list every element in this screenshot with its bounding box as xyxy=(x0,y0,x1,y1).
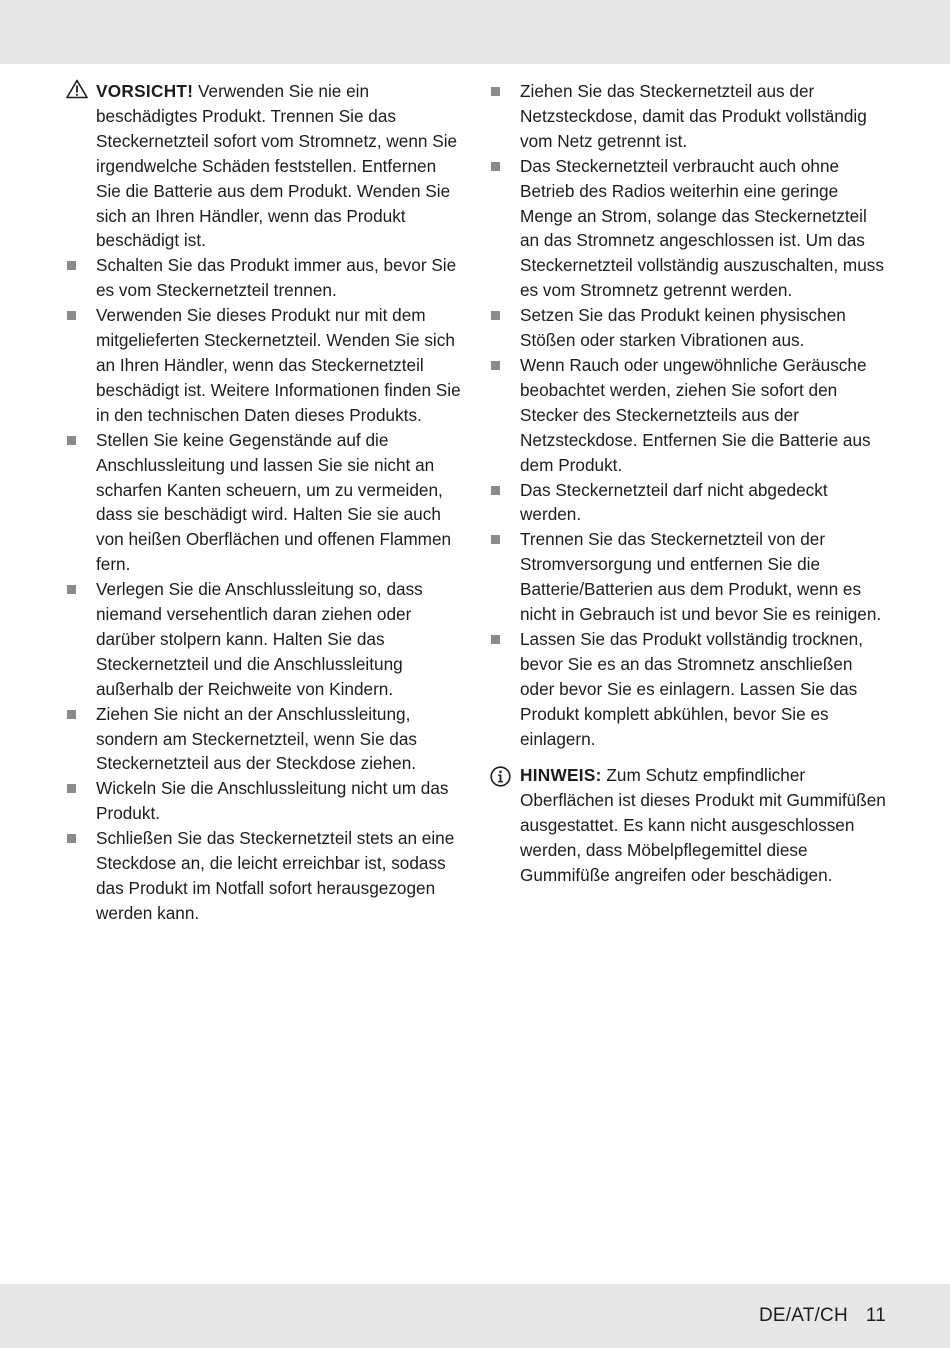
list-item-text: Ziehen Sie das Steckernetzteil aus der Netzsteckdose, damit das Produkt vollständig vom Netz getrennt ist. xyxy=(520,81,867,151)
square-bullet-icon xyxy=(491,311,500,320)
square-bullet-icon xyxy=(67,436,76,445)
list-item-text: Verlegen Sie die Anschlussleitung so, dass niemand versehentlich daran ziehen oder darüber stolpern kann. Halten Sie das Steckernetzteil und die Anschlussleitung außerhalb der Reichweite von Kindern. xyxy=(96,579,423,699)
list-item-text: Stellen Sie keine Gegenstände auf die Anschlussleitung und lassen Sie sie nicht an scharfen Kanten scheuern, um zu vermeiden, dass sie beschädigt wird. Halten Sie sie auch von heißen Oberflächen und offenen Flammen fern. xyxy=(96,429,452,575)
caution-label: VORSICHT! xyxy=(96,81,194,101)
list-item xyxy=(66,428,464,577)
square-bullet-icon xyxy=(491,162,500,171)
list-item-text: Trennen Sie das Steckernetzteil von der Stromversorgung und entfernen Sie die Batterie/Batterien aus dem Produkt, wenn es nicht in Gebrauch ist und bevor Sie es reinigen. xyxy=(520,529,882,625)
list-item-text: Ziehen Sie nicht an der Anschlussleitung, sondern am Steckernetzteil, wenn Sie das Steckernetzteil aus der Steckdose ziehen. xyxy=(96,703,418,774)
list-item xyxy=(66,826,464,926)
header-band xyxy=(0,0,950,64)
note-text: Zum Schutz empfindlicher Oberflächen ist dieses Produkt mit Gummifüßen ausgestattet. Es kann nicht ausgeschlossen werden, dass Möbelpflegemittel diese Gummifüße angreifen oder beschädigen. xyxy=(520,765,886,886)
info-icon xyxy=(490,766,511,787)
square-bullet-icon xyxy=(491,535,500,544)
list-item-text: Wenn Rauch oder ungewöhnliche Geräusche beobachtet werden, ziehen Sie sofort den Stecker des Steckernetzteils aus der Netzsteckdose. Entfernen Sie die Batterie aus dem Produkt. xyxy=(520,354,871,475)
square-bullet-icon xyxy=(67,784,76,793)
caution-text: Verwenden Sie nie ein beschädigtes Produkt. Trennen Sie das Steckernetzteil sofort vom Stromnetz, wenn Sie irgendwelche Schäden feststellen. Entfernen Sie die Batterie aus dem Produkt. Wenden Sie sich an Ihren Händler, wenn das Produkt beschädigt ist. xyxy=(96,81,458,251)
warning-triangle-icon xyxy=(66,79,88,99)
list-item-text: Verwenden Sie dieses Produkt nur mit dem mitgelieferten Steckernetzteil. Wenden Sie sich an Ihren Händler, wenn das Steckernetzteil beschädigt ist. Weitere Informationen finden Sie in den technischen Daten dieses Produkts. xyxy=(96,305,461,425)
note-block xyxy=(490,763,890,888)
square-bullet-icon xyxy=(491,635,500,644)
square-bullet-icon xyxy=(67,585,76,594)
right-column xyxy=(490,79,890,888)
square-bullet-icon xyxy=(67,710,76,719)
list-item-text: Setzen Sie das Produkt keinen physischen Stößen oder starken Vibrationen aus. xyxy=(520,305,846,351)
list-item-text: Lassen Sie das Produkt vollständig trocknen, bevor Sie es an das Stromnetz anschließen oder bevor Sie es einlagern. Lassen Sie das Produkt komplett abkühlen, bevor Sie es einlagern. xyxy=(520,628,863,749)
page-number: 11 xyxy=(865,1305,886,1326)
square-bullet-icon xyxy=(491,486,500,495)
caution-block xyxy=(66,79,464,253)
square-bullet-icon xyxy=(67,311,76,320)
list-item-text: Das Steckernetzteil darf nicht abgedeckt werden. xyxy=(520,479,828,525)
note-label: HINWEIS: xyxy=(520,765,602,786)
list-item xyxy=(490,478,890,528)
list-item xyxy=(66,303,464,428)
left-column xyxy=(66,79,464,926)
list-item xyxy=(490,303,890,353)
page-footer xyxy=(759,1305,886,1327)
list-item xyxy=(490,353,890,478)
list-item xyxy=(66,577,464,702)
square-bullet-icon xyxy=(491,87,500,96)
list-item-text: Das Steckernetzteil verbraucht auch ohne Betrieb des Radios weiterhin eine geringe Menge an Strom, solange das Steckernetzteil an das Stromnetz angeschlossen ist. Um das Steckernetzteil vollständig auszuschalten, muss es vom Stromnetz getrennt werden. xyxy=(520,155,884,301)
list-item xyxy=(66,702,464,777)
list-item xyxy=(66,776,464,826)
square-bullet-icon xyxy=(67,834,76,843)
locale-label: DE/AT/CH xyxy=(759,1305,848,1326)
list-item xyxy=(490,79,890,154)
list-item xyxy=(490,627,890,752)
list-item xyxy=(490,154,890,303)
list-item-text: Schalten Sie das Produkt immer aus, bevor Sie es vom Steckernetzteil trennen. xyxy=(96,255,457,301)
square-bullet-icon xyxy=(491,361,500,370)
square-bullet-icon xyxy=(67,261,76,270)
list-item-text: Schließen Sie das Steckernetzteil stets an eine Steckdose an, die leicht erreichbar ist, sodass das Produkt im Notfall sofort herausgezogen werden kann. xyxy=(96,828,455,923)
list-item xyxy=(66,253,464,303)
list-item-text: Wickeln Sie die Anschlussleitung nicht um das Produkt. xyxy=(96,778,449,824)
list-item xyxy=(490,527,890,627)
